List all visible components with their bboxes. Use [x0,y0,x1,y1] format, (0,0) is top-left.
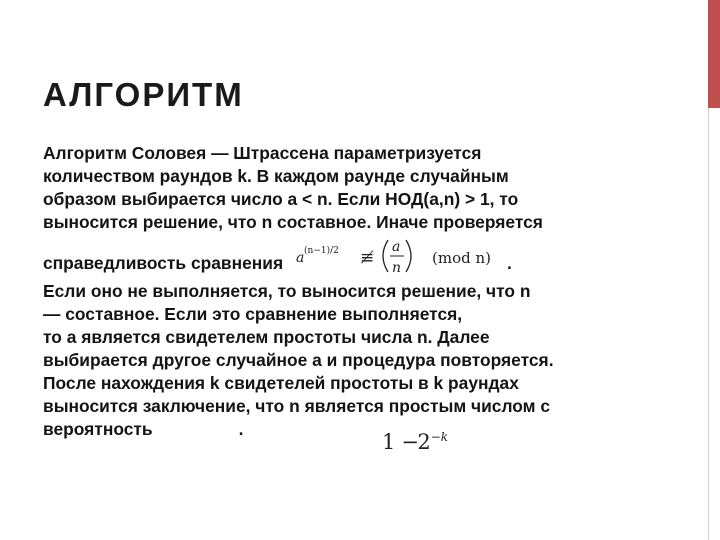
accent-bar [708,0,720,108]
formula-exponent: (n−1)/2 [303,246,339,256]
probability-base: 2 [417,430,431,454]
formula-modulus: (mod n) [431,249,491,267]
body-line-last [43,418,683,441]
formula-symbol-top: a [391,239,401,255]
body-line: выбирается другое случайное a и процедура повторяется. [43,350,554,370]
body-line: выносится решение, что n составное. Иначе проверяется [43,212,543,232]
probability-minus: − [401,430,419,454]
probability-formula [382,430,448,454]
body-line: количеством раундов k. В каждом раунде случайным [43,166,509,186]
formula-left-paren [383,240,388,272]
congruence-formula-graphic [292,234,507,278]
body-line: выносится заключение, что n является простым числом с [43,396,551,416]
formula-relation: ≢ [359,248,375,268]
formula-base: a [295,250,305,266]
formula-period: . [506,253,512,274]
body-line: — составное. Если это сравнение выполняется, [43,304,463,324]
body-line: После нахождения k свидетелей простоты в k раундах [43,373,519,393]
probability-one: 1 [382,430,396,454]
body-line-text: справедливость сравнения [43,253,284,274]
body-line-text: вероятность [43,419,153,439]
slide-title: АЛГОРИТМ [43,76,244,113]
body-line: образом выбирается число a < n. Если НОД(a,n) > 1, то [43,189,519,209]
body-line: Алгоритм Соловея — Штрассена параметризуется [43,143,482,163]
probability-period: . [238,419,244,439]
slide-body [43,142,683,441]
formula-symbol-bottom: n [391,260,401,276]
body-line-with-formula [43,234,683,278]
probability-exponent: −k [430,430,449,444]
formula-right-paren [406,240,411,272]
edge-divider [708,108,709,540]
body-line: то a является свидетелем простоты числа n. Далее [43,327,490,347]
body-line: Если оно не выполняется, то выносится решение, что n [43,281,531,301]
